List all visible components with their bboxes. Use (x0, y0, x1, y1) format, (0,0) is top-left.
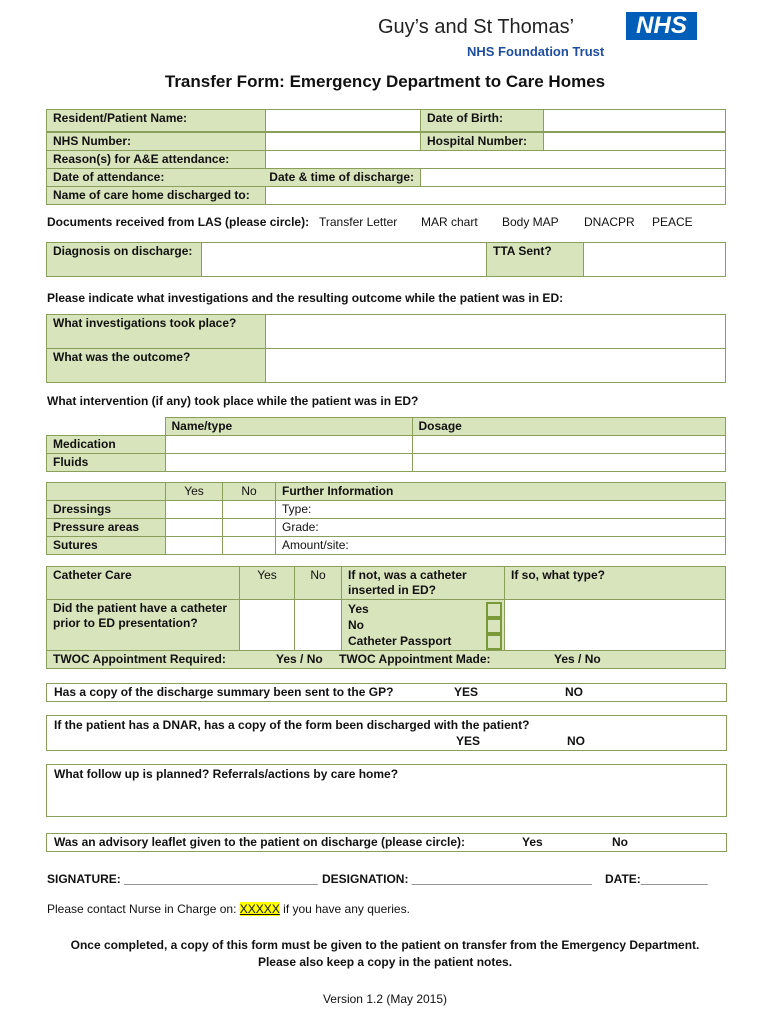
page-title: Transfer Form: Emergency Department to Care Homes (164, 72, 606, 91)
twoc-row (47, 651, 726, 669)
catheter-inserted-q: If not, was a catheter inserted in ED? (342, 567, 505, 600)
medication-dosage-field[interactable] (412, 436, 726, 454)
catheter-yes: Yes (240, 567, 295, 600)
intervention-intro: What intervention (if any) took place while the patient was in ED? (47, 394, 419, 408)
catheter-opt-passport: Catheter Passport (348, 634, 452, 648)
signature-line[interactable]: SIGNATURE: _____________________________ (47, 872, 318, 886)
twoc-made-label: TWOC Appointment Made: (339, 652, 491, 666)
leaflet-yes[interactable]: Yes (522, 835, 543, 849)
diagnosis-label: Diagnosis on discharge: (47, 243, 202, 277)
doc-option-transfer-letter[interactable]: Transfer Letter (319, 215, 398, 229)
documents-label: Documents received from LAS (please circle): (47, 215, 310, 229)
org-subtitle: NHS Foundation Trust (467, 44, 605, 59)
contact-post: if you have any queries. (283, 902, 410, 916)
col-dosage: Dosage (412, 418, 726, 436)
patient-table-2 (46, 132, 726, 205)
contact-pre: Please contact Nurse in Charge on: (47, 902, 237, 916)
care-col-yes: Yes (166, 483, 223, 501)
doc-option-peace[interactable]: PEACE (652, 215, 693, 229)
fluids-name-field[interactable] (165, 454, 412, 472)
dnar-question: If the patient has a DNAR, has a copy of the form been discharged with the patient? (54, 718, 530, 732)
doc-option-dnacpr[interactable]: DNACPR (584, 215, 635, 229)
leaflet-row (46, 833, 727, 852)
care-row-dressings: Dressings (47, 501, 166, 519)
dob-label: Date of Birth: (421, 110, 544, 132)
investigations-field[interactable] (266, 315, 726, 349)
designation-line[interactable]: DESIGNATION: ___________________________ (322, 872, 592, 886)
contact-number: XXXXX (239, 902, 280, 916)
footer-line-2: Please also keep a copy in the patient notes. (257, 955, 513, 969)
catheter-opt-no: No (348, 618, 364, 632)
care-row-sutures: Sutures (47, 537, 166, 555)
care-home-field[interactable] (266, 187, 726, 205)
gp-no[interactable]: NO (565, 685, 583, 699)
reason-label: Reason(s) for A&E attendance: (47, 151, 266, 169)
pressure-info[interactable]: Grade: (276, 519, 726, 537)
reason-field[interactable] (266, 151, 726, 169)
nhs-number-field[interactable] (266, 133, 421, 151)
investigations-intro: Please indicate what investigations and the resulting outcome while the patient was in ED: (47, 291, 564, 305)
catheter-prior-q: Did the patient have a catheter prior to ED presentation? (47, 600, 240, 651)
contact-line (47, 902, 410, 916)
sutures-yes[interactable] (166, 537, 223, 555)
investigations-q1: What investigations took place? (47, 315, 266, 349)
leaflet-question: Was an advisory leaflet given to the patient on discharge (please circle): (54, 835, 466, 849)
care-table (46, 482, 726, 555)
patient-name-field[interactable] (266, 110, 421, 132)
discharge-time-field[interactable] (421, 169, 726, 187)
dressings-yes[interactable] (166, 501, 223, 519)
outcome-field[interactable] (266, 349, 726, 383)
hospital-number-label: Hospital Number: (421, 133, 544, 151)
footer-line-1: Once completed, a copy of this form must be given to the patient on transfer from the Emergency Department. (70, 938, 700, 952)
pressure-yes[interactable] (166, 519, 223, 537)
care-home-label: Name of care home discharged to: (47, 187, 266, 205)
twoc-made-value[interactable]: Yes / No (554, 652, 601, 666)
investigations-q2: What was the outcome? (47, 349, 266, 383)
dressings-no[interactable] (223, 501, 276, 519)
care-row-pressure: Pressure areas (47, 519, 166, 537)
catheter-no: No (295, 567, 342, 600)
nhs-number-label: NHS Number: (47, 133, 266, 151)
dob-field[interactable] (544, 110, 726, 132)
intervention-table (46, 417, 726, 472)
tta-label: TTA Sent? (487, 243, 584, 277)
org-name: Guy’s and St Thomas’ (378, 16, 575, 38)
dnar-row (46, 715, 727, 751)
diagnosis-table (46, 242, 726, 277)
investigations-table (46, 314, 726, 383)
checkbox-no[interactable] (486, 618, 502, 634)
catheter-type-q: If so, what type? (505, 567, 726, 600)
fluids-dosage-field[interactable] (412, 454, 726, 472)
gp-question: Has a copy of the discharge summary been sent to the GP? (54, 685, 394, 699)
checkbox-passport[interactable] (486, 634, 502, 650)
sutures-no[interactable] (223, 537, 276, 555)
sutures-info[interactable]: Amount/site: (276, 537, 726, 555)
catheter-title: Catheter Care (47, 567, 240, 600)
catheter-type-field[interactable] (505, 600, 726, 651)
catheter-opt-yes: Yes (348, 602, 369, 616)
diagnosis-field[interactable] (202, 243, 487, 277)
dressings-info[interactable]: Type: (276, 501, 726, 519)
discharge-time-label: Date & time of discharge: (269, 170, 414, 184)
care-col-info: Further Information (276, 483, 726, 501)
pressure-no[interactable] (223, 519, 276, 537)
checkbox-yes[interactable] (486, 602, 502, 618)
leaflet-no[interactable]: No (612, 835, 628, 849)
row-fluids: Fluids (47, 454, 166, 472)
twoc-required-value[interactable]: Yes / No (276, 652, 323, 666)
date-line[interactable]: DATE:__________ (605, 872, 708, 886)
catheter-table (46, 566, 726, 669)
hospital-number-field[interactable] (544, 133, 726, 151)
attendance-label-cell (47, 169, 421, 187)
dnar-yes[interactable]: YES (456, 734, 481, 748)
patient-table (46, 109, 726, 132)
catheter-options (342, 600, 505, 651)
row-medication: Medication (47, 436, 166, 454)
col-name-type: Name/type (165, 418, 412, 436)
attendance-label: Date of attendance: (53, 170, 165, 184)
patient-name-label: Resident/Patient Name: (47, 110, 266, 132)
catheter-prior-no[interactable] (295, 600, 342, 651)
gp-row (46, 683, 727, 702)
version-label: Version 1.2 (May 2015) (322, 992, 448, 1006)
followup-question: What follow up is planned? Referrals/actions by care home? (54, 767, 399, 781)
medication-name-field[interactable] (165, 436, 412, 454)
dnar-no[interactable]: NO (567, 734, 585, 748)
care-col-no: No (223, 483, 276, 501)
doc-option-mar-chart[interactable]: MAR chart (421, 215, 478, 229)
twoc-required-label: TWOC Appointment Required: (53, 652, 226, 666)
followup-box[interactable] (46, 764, 727, 817)
nhs-logo: NHS (626, 12, 697, 40)
catheter-prior-yes[interactable] (240, 600, 295, 651)
doc-option-body-map[interactable]: Body MAP (502, 215, 559, 229)
tta-field[interactable] (584, 243, 726, 277)
gp-yes[interactable]: YES (454, 685, 479, 699)
